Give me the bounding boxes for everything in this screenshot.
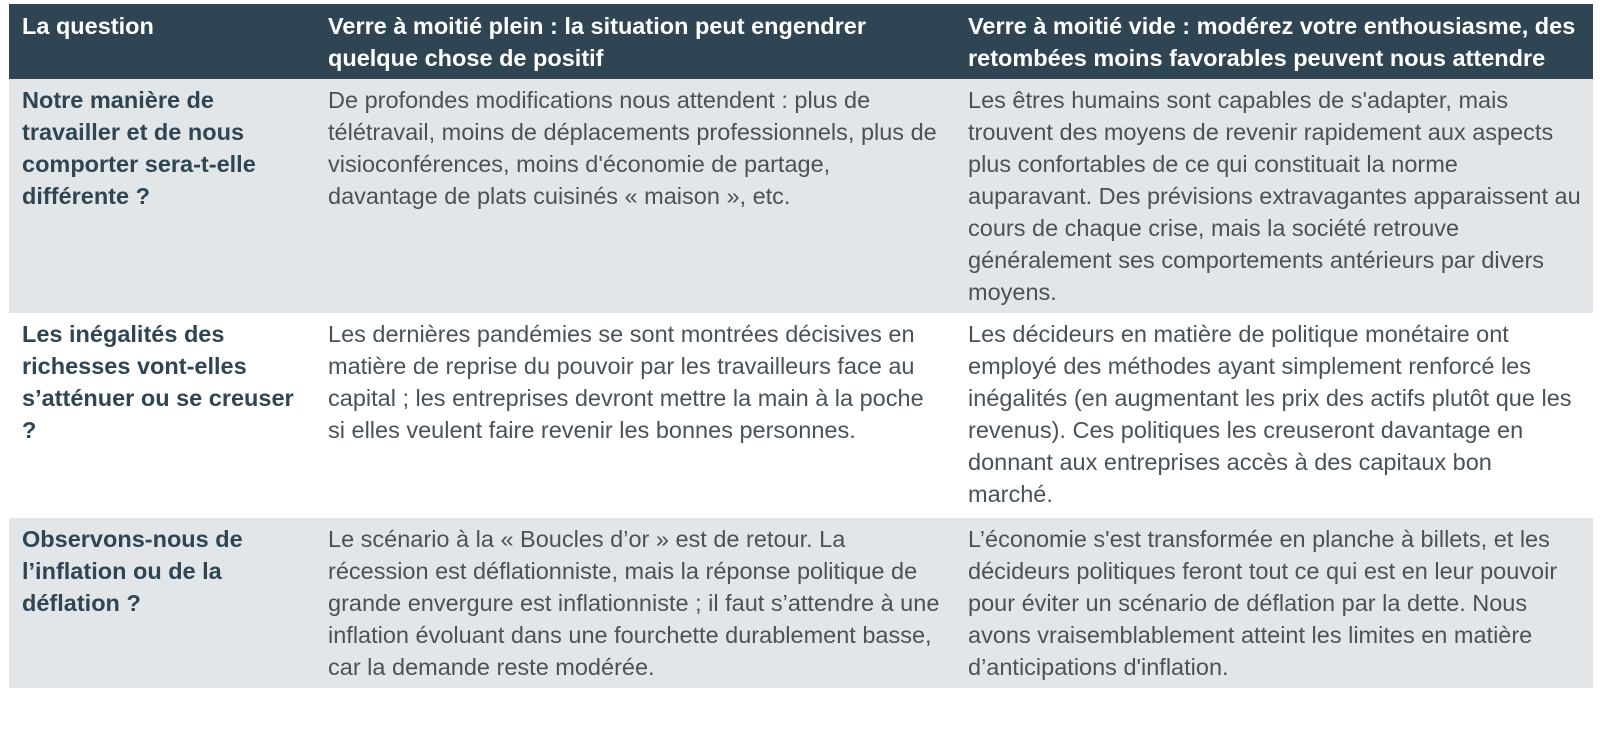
row-half-full: Le scénario à la « Boucles d’or » est de retour. La récession est déflationniste, mais la réponse politique de grande envergure est inflationniste ; il faut s’attendre à une inflation évoluant dans une fourchette durablement basse, car la demande reste modérée. [315, 515, 955, 688]
header-question: La question [9, 4, 315, 79]
row-question: Observons-nous de l’inflation ou de la déflation ? [9, 515, 315, 688]
row-half-full: Les dernières pandémies se sont montrées décisives en matière de reprise du pouvoir par les travailleurs face au capital ; les entreprises devront mettre la main à la poche si elles veulent faire revenir les bonnes personnes. [315, 313, 955, 515]
table-row [9, 313, 1593, 515]
row-half-full: De profondes modifications nous attendent : plus de télétravail, moins de déplacements professionnels, plus de visioconférences, moins d'économie de partage, davantage de plats cuisinés « maison », etc. [315, 79, 955, 313]
header-half-empty: Verre à moitié vide : modérez votre enthousiasme, des retombées moins favorables peuvent nous attendre [955, 4, 1593, 79]
row-question: Les inégalités des richesses vont-elles s’atténuer ou se creuser ? [9, 313, 315, 515]
row-question: Notre manière de travailler et de nous comporter sera-t-elle différente ? [9, 79, 315, 313]
header-half-full: Verre à moitié plein : la situation peut engendrer quelque chose de positif [315, 4, 955, 79]
row-half-empty: Les décideurs en matière de politique monétaire ont employé des méthodes ayant simplement renforcé les inégalités (en augmentant les prix des actifs plutôt que les revenus). Ces politiques les creuseront davantage en donnant aux entreprises accès à des capitaux bon marché. [955, 313, 1593, 515]
table-row [9, 515, 1593, 688]
header-row [9, 4, 1593, 79]
row-half-empty: L’économie s'est transformée en planche à billets, et les décideurs politiques feront tout ce qui est en leur pouvoir pour éviter un scénario de déflation par la dette. Nous avons vraisemblablement atteint les limites en matière d’anticipations d'inflation. [955, 515, 1593, 688]
table-row [9, 79, 1593, 313]
row-half-empty: Les êtres humains sont capables de s'adapter, mais trouvent des moyens de revenir rapidement aux aspects plus confortables de ce qui constituait la norme auparavant. Des prévisions extravagantes apparaissent au cours de chaque crise, mais la société retrouve généralement ses comportements antérieurs par divers moyens. [955, 79, 1593, 313]
comparison-table [9, 4, 1593, 688]
